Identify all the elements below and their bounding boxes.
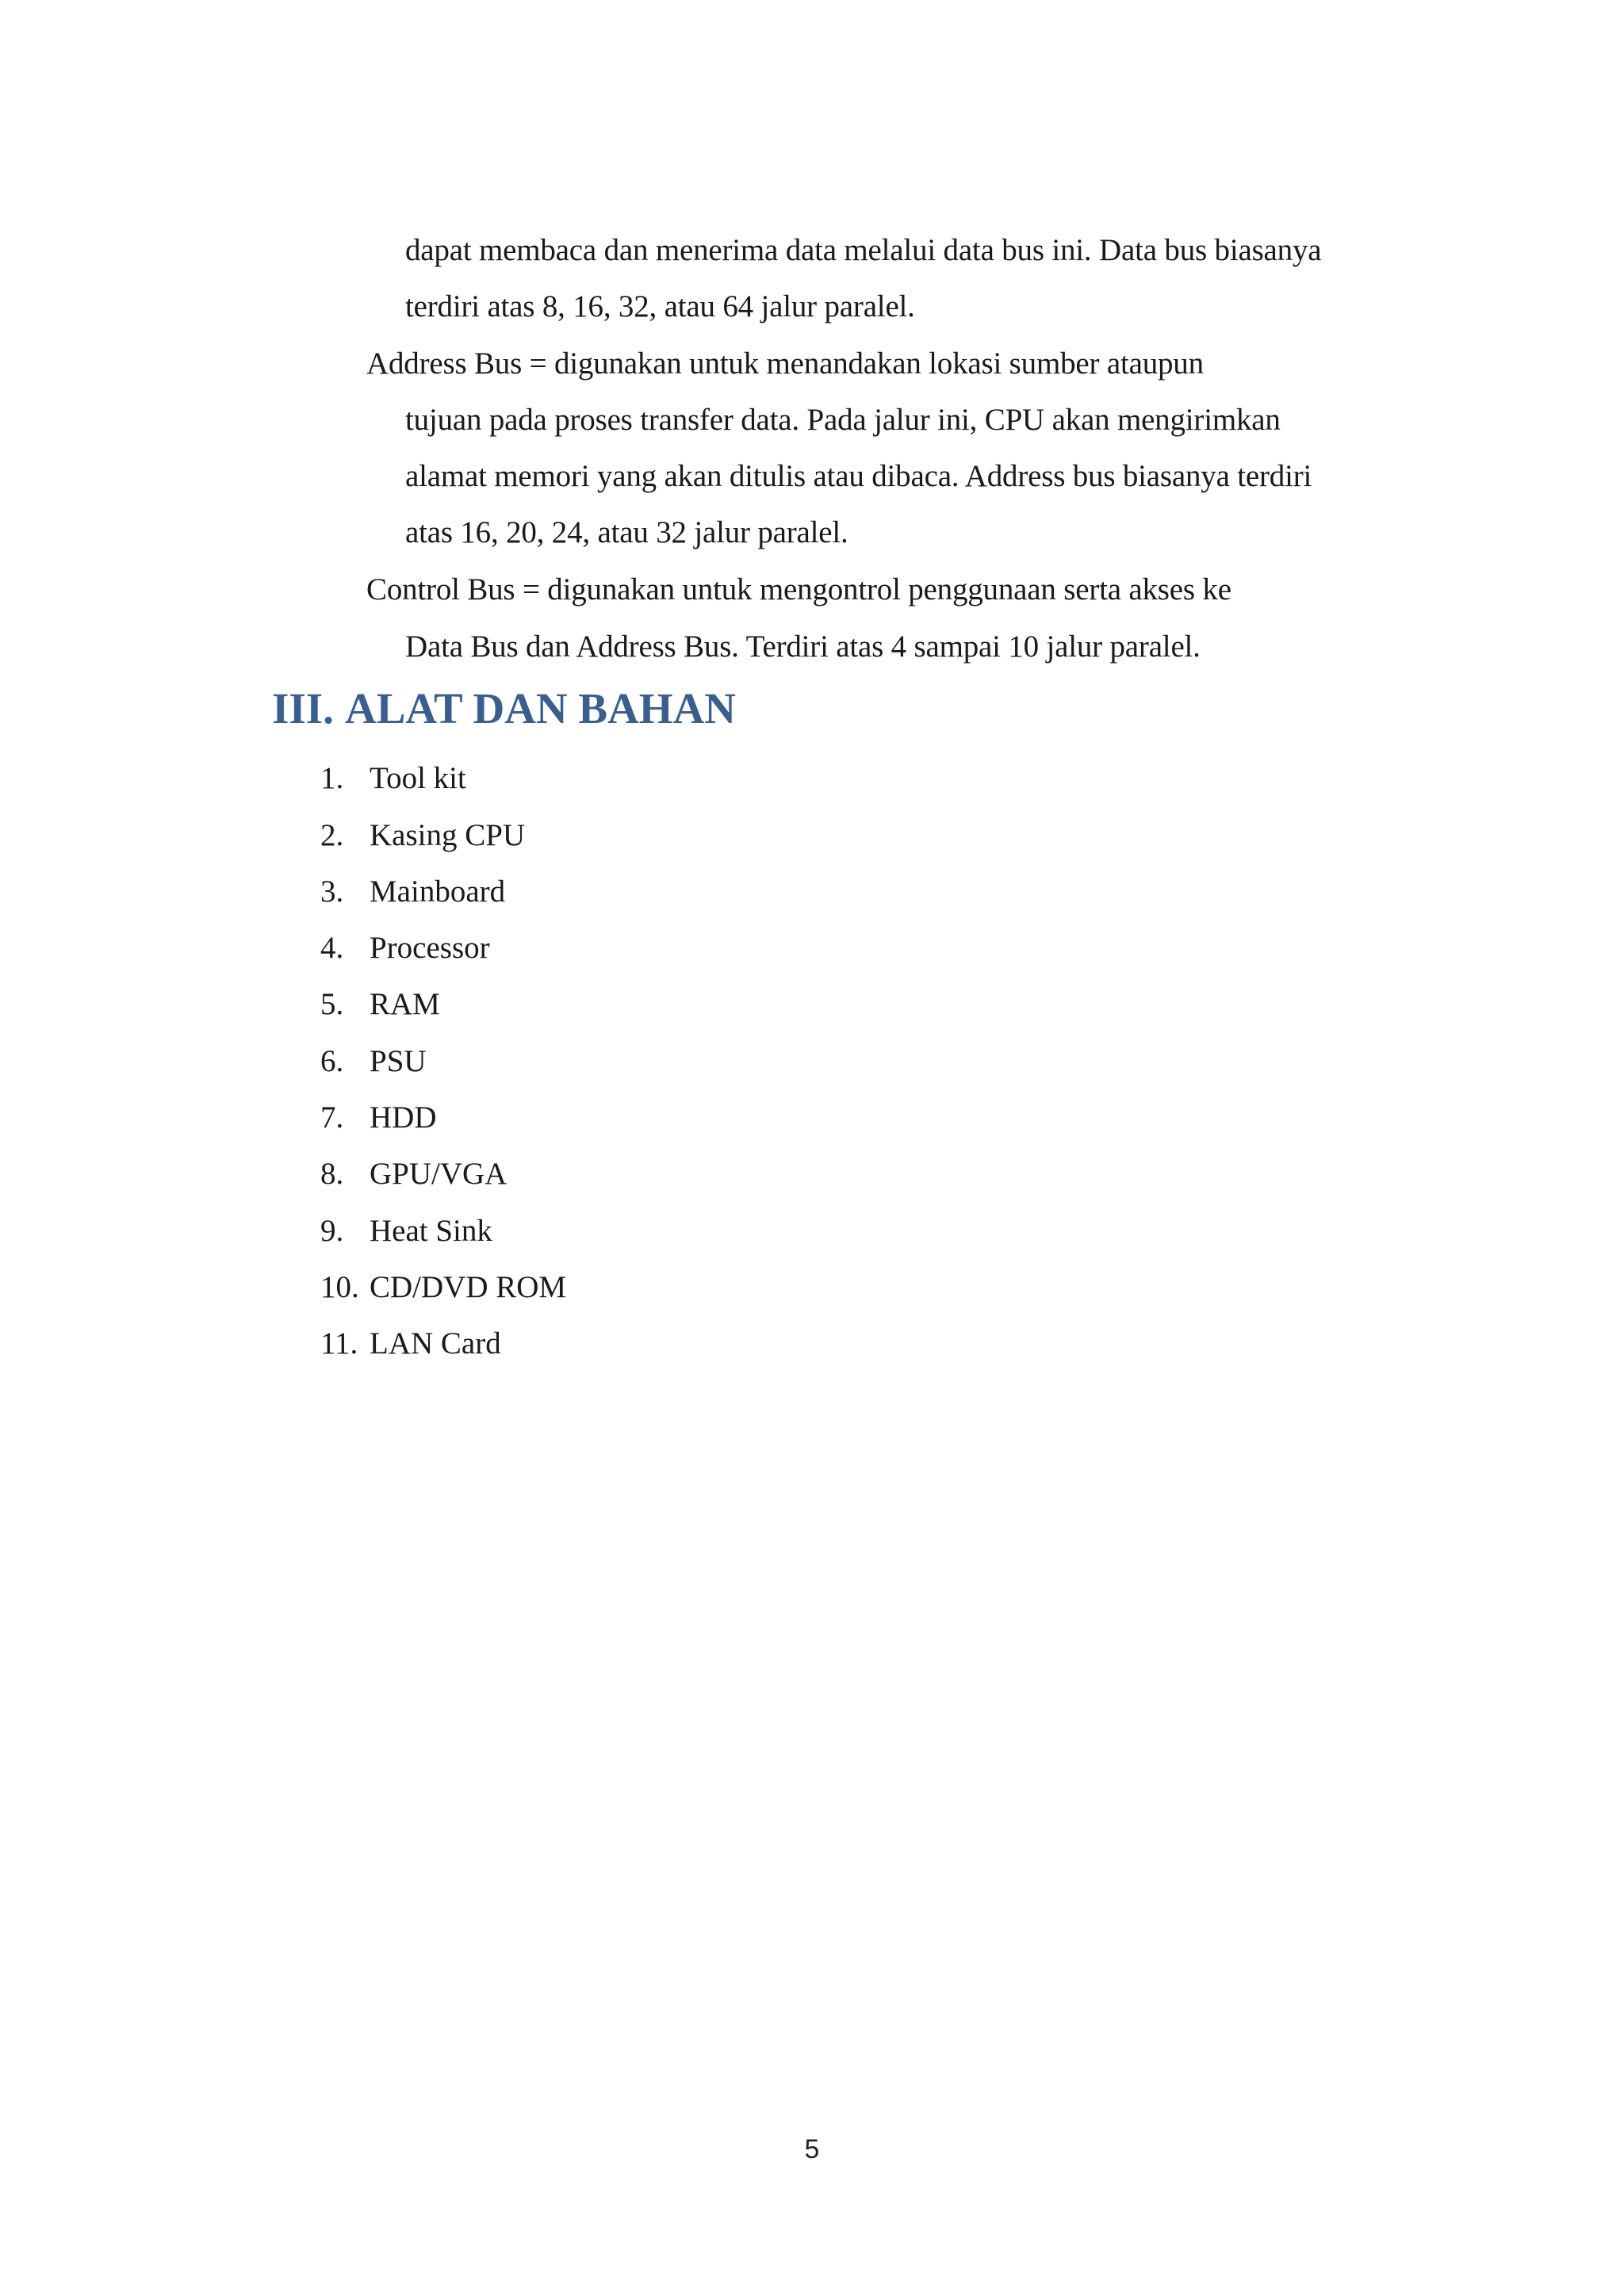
list-item-number: 7. bbox=[320, 1100, 344, 1135]
list-item-number: 2. bbox=[320, 818, 344, 852]
list-item bbox=[320, 1102, 437, 1133]
list-item-number: 4. bbox=[320, 931, 344, 965]
list-item-label: Mainboard bbox=[370, 874, 506, 909]
list-item-number: 6. bbox=[320, 1044, 344, 1078]
paragraph-line: dapat membaca dan menerima data melalui data bus ini. Data bus biasanya bbox=[405, 233, 1322, 267]
list-item bbox=[320, 820, 525, 851]
paragraph-line: terdiri atas 8, 16, 32, atau 64 jalur paralel. bbox=[405, 289, 915, 323]
control-bus-line: Control Bus = digunakan untuk mengontrol penggunaan serta akses ke bbox=[366, 572, 1231, 607]
list-item-label: Processor bbox=[370, 931, 490, 965]
list-item bbox=[320, 989, 440, 1020]
list-item-number: 11. bbox=[320, 1326, 358, 1360]
list-item-label: Kasing CPU bbox=[370, 818, 526, 852]
list-item bbox=[320, 1272, 566, 1303]
list-item-number: 10. bbox=[320, 1270, 359, 1304]
list-item-number: 5. bbox=[320, 987, 344, 1021]
paragraph-line: atas 16, 20, 24, atau 32 jalur paralel. bbox=[405, 515, 848, 549]
list-item-number: 1. bbox=[320, 761, 344, 795]
list-item-label: Tool kit bbox=[370, 761, 466, 795]
list-item-number: 3. bbox=[320, 874, 344, 909]
list-item bbox=[320, 1046, 427, 1077]
list-item-label: GPU/VGA bbox=[370, 1157, 508, 1191]
section-number: III. bbox=[272, 684, 334, 733]
list-item-label: PSU bbox=[370, 1044, 427, 1078]
address-bus-line: Address Bus = digunakan untuk menandakan lokasi sumber ataupun bbox=[366, 346, 1204, 381]
list-item-number: 8. bbox=[320, 1157, 344, 1191]
list-item-label: LAN Card bbox=[370, 1326, 501, 1360]
section-title: ALAT DAN BAHAN bbox=[345, 684, 737, 733]
paragraph-line: Data Bus dan Address Bus. Terdiri atas 4 sampai 10 jalur paralel. bbox=[405, 629, 1201, 664]
paragraph-line: tujuan pada proses transfer data. Pada jalur ini, CPU akan mengirimkan bbox=[405, 403, 1281, 437]
list-item bbox=[320, 1158, 507, 1189]
list-item bbox=[320, 1215, 492, 1246]
list-item-label: HDD bbox=[370, 1100, 437, 1135]
page-number: 5 bbox=[804, 2134, 820, 2164]
list-item-label: RAM bbox=[370, 987, 440, 1021]
list-item bbox=[320, 876, 505, 907]
section-heading bbox=[272, 684, 737, 733]
list-item-number: 9. bbox=[320, 1214, 344, 1248]
list-item bbox=[320, 932, 490, 963]
list-item-label: Heat Sink bbox=[370, 1214, 492, 1248]
list-item bbox=[320, 1328, 501, 1359]
list-item bbox=[320, 763, 466, 794]
paragraph-line: alamat memori yang akan ditulis atau dibaca. Address bus biasanya terdiri bbox=[405, 459, 1312, 493]
list-item-label: CD/DVD ROM bbox=[370, 1270, 567, 1304]
